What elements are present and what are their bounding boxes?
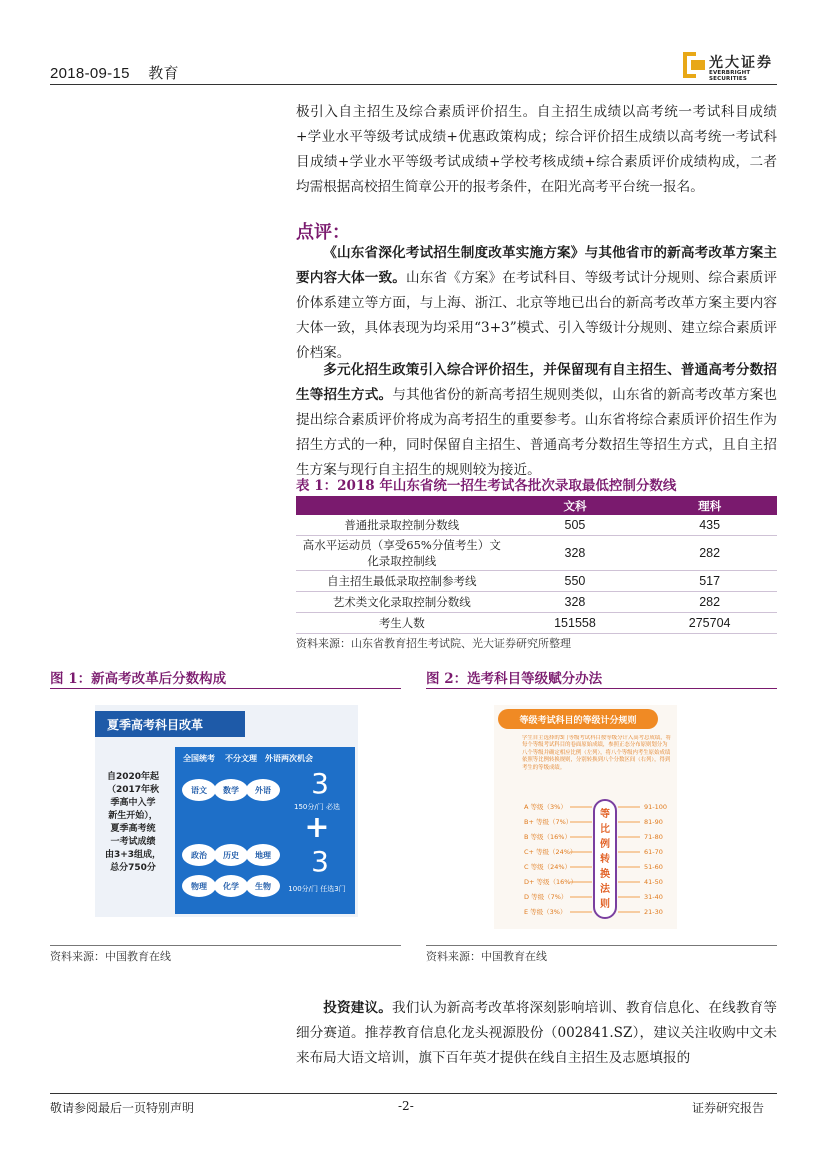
figure1-elective-subject: 化学 <box>223 882 239 891</box>
figure2-center-char: 则 <box>600 899 610 910</box>
figure2-grade-range: 51-60 <box>644 863 663 871</box>
table-header-like: 理科 <box>642 496 777 515</box>
figure1-elective-note: 100分/门 任选3门 <box>288 885 346 893</box>
table-title: 表 1：2018 年山东省统一招生考试各批次录取最低控制分数线 <box>296 478 677 494</box>
figure2-center-char: 例 <box>600 839 610 850</box>
row-label: 自主招生最低录取控制参考线 <box>296 571 508 592</box>
figure1-elective-subject: 政治 <box>191 851 207 860</box>
figure1-title: 图 1：新高考改革后分数构成 <box>50 671 227 687</box>
score-cutoff-table <box>296 496 777 634</box>
figure2-desc: 学生自主选择的3门等级考试科目按等级分计入高考总成绩，将每个等级考试科目的卷面原始成绩，参照正态分布原则划分为八个等级并确定相应比例（左列），将八个等级内考生原始成绩依照等比例转换规则，分别转换到八个分数区间（右列），得到考生的等级成绩。 <box>522 735 671 771</box>
paragraph-investment-body: 我们认为新高考改革将深刻影响培训、教育信息化、在线教育等细分赛道。推荐教育信息化龙头视源股份（002841.SZ），建议关注收购中文未来布局大语文培训，旗下百年英才提供在线自主招生及志愿填报的 <box>296 1000 778 1066</box>
figure2-grade-label: D+ 等级（16%） <box>524 878 577 886</box>
figure1-tag: 全国统考 <box>183 754 215 763</box>
header-divider <box>50 84 777 85</box>
figure2-diagram <box>494 705 677 929</box>
figure2-grade-label: C+ 等级（24%） <box>524 848 577 856</box>
figure1-elective-subject: 地理 <box>255 851 271 860</box>
paragraph-comment-1-body: 山东省《方案》在考试科目、等级考试计分规则、综合素质评价体系建立等方面，与上海、浙江、北京等地已出台的新高考改革方案主要内容大体一致，具体表现为均采用“3+3”模式、引入等级计分规则、建立综合素质评价档案。 <box>296 270 778 361</box>
figure2-center-char: 转 <box>600 854 610 865</box>
figure2-center-char: 法 <box>600 884 610 895</box>
footer-divider <box>50 1093 777 1094</box>
figure1-elective-count: 3 <box>311 845 329 878</box>
table-row <box>296 536 777 571</box>
figure2-source-rule <box>426 945 777 946</box>
row-like: 282 <box>642 536 777 571</box>
report-category: 教育 <box>148 65 179 82</box>
figure1-core-subject: 数学 <box>223 786 239 795</box>
figure1-left-text: 季高中入学 <box>110 798 156 808</box>
figure1-left-text: 夏季高考统 <box>110 824 156 834</box>
row-label: 普通批录取控制分数线 <box>296 515 508 536</box>
figure2-grade-range: 71-80 <box>644 833 663 841</box>
figure1-elective-subject: 生物 <box>255 882 271 891</box>
figure2-grade-label: E 等级（3%） <box>524 908 567 916</box>
figure1-elective-subject: 物理 <box>191 882 207 891</box>
figure1-left-text: 自2020年起 <box>106 772 160 782</box>
figure1-elective-subject: 历史 <box>223 851 239 860</box>
paragraph-investment-lead: 投资建议。 <box>323 1000 392 1016</box>
figure2-grade-label: A 等级（3%） <box>524 803 567 811</box>
figure1-left-text: 由3+3组成， <box>104 850 162 860</box>
figure1-title-rule <box>50 688 401 689</box>
row-wenke: 505 <box>508 515 643 536</box>
row-label: 考生人数 <box>296 613 508 634</box>
figure2-desc-box <box>522 735 672 797</box>
footer-report-type: 证券研究报告 <box>692 1101 765 1115</box>
page-number: -2- <box>398 1099 414 1113</box>
row-like: 275704 <box>642 613 777 634</box>
figure2-grade-range: 91-100 <box>644 803 668 811</box>
figure1-source-rule <box>50 945 401 946</box>
header-meta <box>50 62 193 83</box>
table-row <box>296 613 777 634</box>
figure2-grade-range: 81-90 <box>644 818 663 826</box>
logo-name: 光大证券 <box>709 55 773 71</box>
figure2-title-rule <box>426 688 777 689</box>
figure1-core-note: 150分/门 必选 <box>294 803 340 811</box>
paragraph-comment-1 <box>296 241 777 366</box>
row-wenke: 328 <box>508 592 643 613</box>
figure2-grade-label: B 等级（16%） <box>524 833 571 841</box>
row-wenke: 328 <box>508 536 643 571</box>
figure2-grade-label: C 等级（24%） <box>524 863 572 871</box>
table-row <box>296 515 777 536</box>
table-header-row <box>296 496 777 515</box>
figure2-grade-label: B+ 等级（7%） <box>524 818 573 826</box>
figure1-left-text: 总分750分 <box>110 863 156 873</box>
paragraph-comment-1-lead: 《山东省深化考试招生制度改革实施方案》与其他省市的新高考改革方案主要内容大体一致。 <box>296 245 777 286</box>
logo-name-en: EVERBRIGHT SECURITIES <box>709 70 751 82</box>
paragraph-admissions: 极引入自主招生及综合素质评价招生。自主招生成绩以高考统一考试科目成绩+学业水平等级考试成绩+优惠政策构成；综合评价招生成绩以高考统一考试科目成绩+学业水平等级考试成绩+学校考核成绩+综合素质评价成绩构成，二者均需根据高校招生简章公开的报考条件，在阳光高考平台统一报名。 <box>296 104 777 195</box>
logo-mark-icon <box>683 52 705 78</box>
figure1-left-text: 新生开始）， <box>108 811 158 821</box>
table-row <box>296 592 777 613</box>
table-header-blank <box>296 496 508 515</box>
figure2-center-char: 换 <box>600 869 610 880</box>
figure1-diagram <box>95 705 358 917</box>
paragraph-comment-2-lead: 多元化招生政策引入综合评价招生，并保留现有自主招生、普通高考分数招生等招生方式。 <box>296 362 777 403</box>
row-like: 517 <box>642 571 777 592</box>
figure1-source: 资料来源：中国教育在线 <box>50 950 171 963</box>
figure2-grade-range: 41-50 <box>644 878 663 886</box>
row-like: 435 <box>642 515 777 536</box>
figure1-core-subject: 外语 <box>255 786 271 795</box>
figure1-plus: + <box>304 810 330 845</box>
figure2-grade-range: 21-30 <box>644 908 663 916</box>
figure1-tag: 不分文理 <box>225 754 257 763</box>
paragraph-comment-2-body: 与其他省份的新高考招生规则类似，山东省的新高考改革方案也提出综合素质评价将成为高考招生的重要参考。山东省将综合素质评价招生作为招生方式的一种，同时保留自主招生、普通高考分数招生等招生方式，且自主招生方案与现行自主招生的规则较为接近。 <box>296 387 778 478</box>
broker-logo <box>683 50 779 80</box>
figure2-image <box>494 705 677 929</box>
figure1-left-text: （2017年秋 <box>106 785 160 795</box>
row-wenke: 550 <box>508 571 643 592</box>
paragraph-investment <box>296 996 777 1071</box>
figure1-tag: 外语两次机会 <box>265 754 313 763</box>
row-label: 艺术类文化录取控制分数线 <box>296 592 508 613</box>
figure1-core-subject: 语文 <box>191 786 207 795</box>
figure2-grade-range: 61-70 <box>644 848 663 856</box>
figure1-core-count: 3 <box>311 767 329 800</box>
row-wenke: 151558 <box>508 613 643 634</box>
figure2-grade-label: D 等级（7%） <box>524 893 568 901</box>
figure2-grade-range: 31-40 <box>644 893 663 901</box>
figure2-banner: 等级考试科目的等级计分规则 <box>519 716 637 726</box>
paragraph-comment-2 <box>296 358 777 483</box>
row-label: 高水平运动员（享受65%分值考生）文化录取控制线 <box>296 536 508 571</box>
report-date: 2018-09-15 <box>50 65 130 82</box>
figure2-center-char: 比 <box>600 824 610 835</box>
table-source: 资料来源：山东省教育招生考试院、光大证券研究所整理 <box>296 637 571 650</box>
row-like: 282 <box>642 592 777 613</box>
figure2-title: 图 2：选考科目等级赋分办法 <box>426 671 603 687</box>
figure1-left-text: 一考试成绩 <box>110 837 156 847</box>
comment-heading: 点评： <box>296 222 350 243</box>
figure1-banner: 夏季高考科目改革 <box>107 718 204 732</box>
figure2-center-char: 等 <box>600 809 610 820</box>
figure2-source: 资料来源：中国教育在线 <box>426 950 547 963</box>
table-row <box>296 571 777 592</box>
figure1-image <box>95 705 358 917</box>
footer-disclaimer: 敬请参阅最后一页特别声明 <box>50 1101 195 1115</box>
table-header-wenke: 文科 <box>508 496 643 515</box>
